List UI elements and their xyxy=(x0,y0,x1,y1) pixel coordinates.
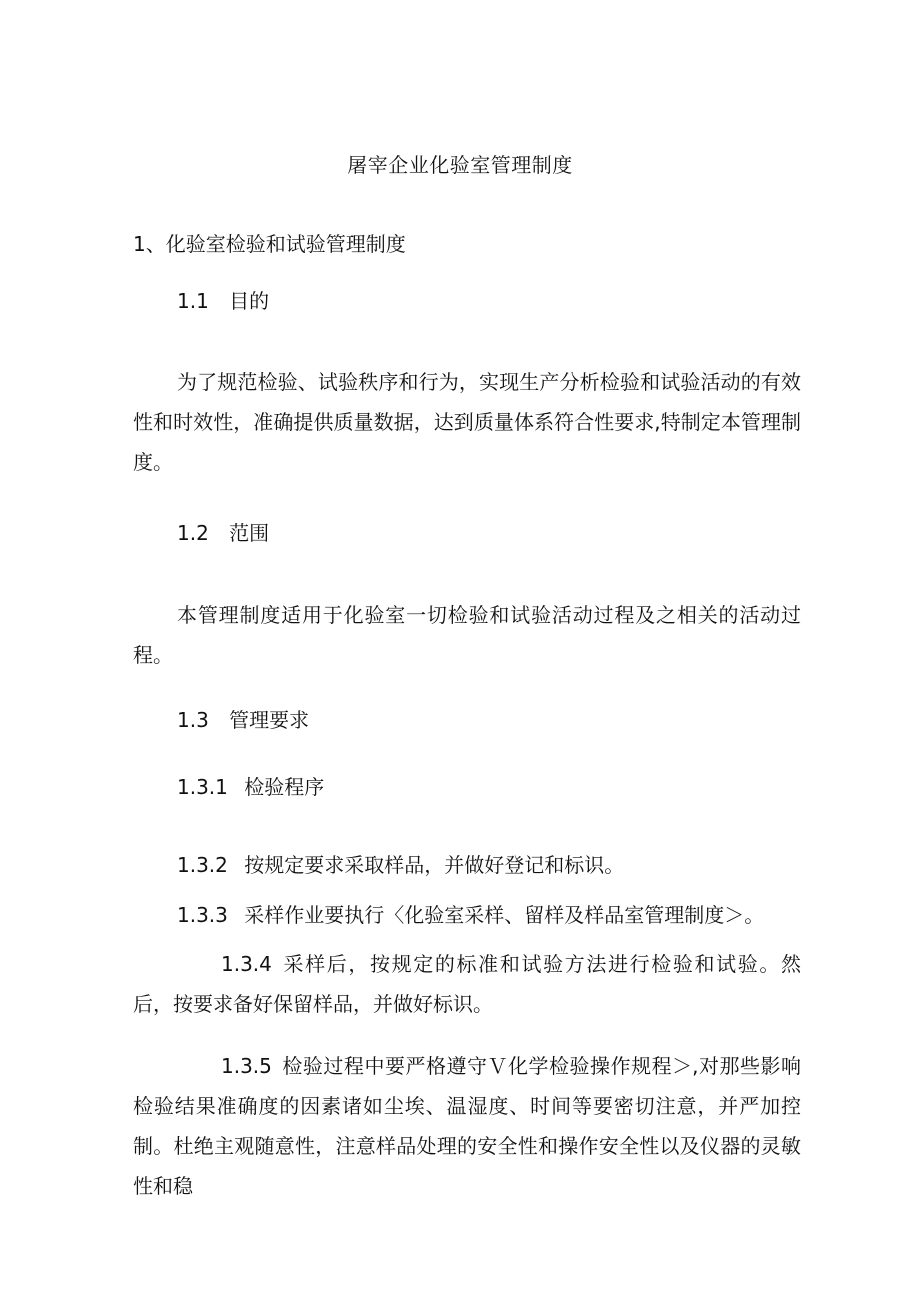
section-heading-1: 1、化验室检验和试验管理制度 xyxy=(133,232,406,256)
document-title: 屠宰企业化验室管理制度 xyxy=(347,153,573,177)
section-label: 目的 xyxy=(229,289,270,313)
clause-number: 1.3.5 xyxy=(221,1054,272,1078)
clause-number: 1.3.4 xyxy=(221,952,272,976)
clause-text: 采样作业要执行〈化验室采样、留样及样品室管理制度＞。 xyxy=(244,903,765,927)
section-label: 检验程序 xyxy=(244,775,325,799)
section-number: 1.3 xyxy=(177,708,209,732)
section-number: 1.3.1 xyxy=(177,775,228,799)
clause-1-3-4 xyxy=(133,944,801,1024)
section-number: 1.1 xyxy=(177,289,209,313)
scope-paragraph: 本管理制度适用于化验室一切检验和试验活动过程及之相关的活动过程。 xyxy=(133,603,801,667)
section-heading-1-3 xyxy=(177,703,309,737)
clause-text: 按规定要求采取样品，并做好登记和标识。 xyxy=(244,853,625,877)
section-heading-1-1 xyxy=(177,284,269,318)
clause-1-3-3 xyxy=(177,898,764,932)
clause-text: 检验过程中要严格遵守Ｖ化学检验操作规程＞,对那些影响检验结果准确度的因素诸如尘埃、温湿度、时间等要密切注意，并严加控制。杜绝主观随意性，注意样品处理的安全性和操作安全性以及仪器的灵敏性和稳 xyxy=(133,1054,801,1198)
section-heading-1-3-1 xyxy=(177,770,324,804)
section-label: 范围 xyxy=(229,521,270,545)
section-number: 1.2 xyxy=(177,521,209,545)
clause-1-3-2 xyxy=(177,848,624,882)
clause-number: 1.3.2 xyxy=(177,853,228,877)
clause-text: 采样后，按规定的标准和试验方法进行检验和试验。然后，按要求备好保留样品，并做好标识。 xyxy=(133,952,801,1016)
purpose-paragraph: 为了规范检验、试验秩序和行为，实现生产分析检验和试验活动的有效性和时效性，准确提供质量数据，达到质量体系符合性要求,特制定本管理制度。 xyxy=(133,370,801,474)
section-label: 管理要求 xyxy=(229,708,310,732)
clause-number: 1.3.3 xyxy=(177,903,228,927)
clause-1-3-5 xyxy=(133,1046,801,1206)
section-heading-1-2 xyxy=(177,516,269,550)
